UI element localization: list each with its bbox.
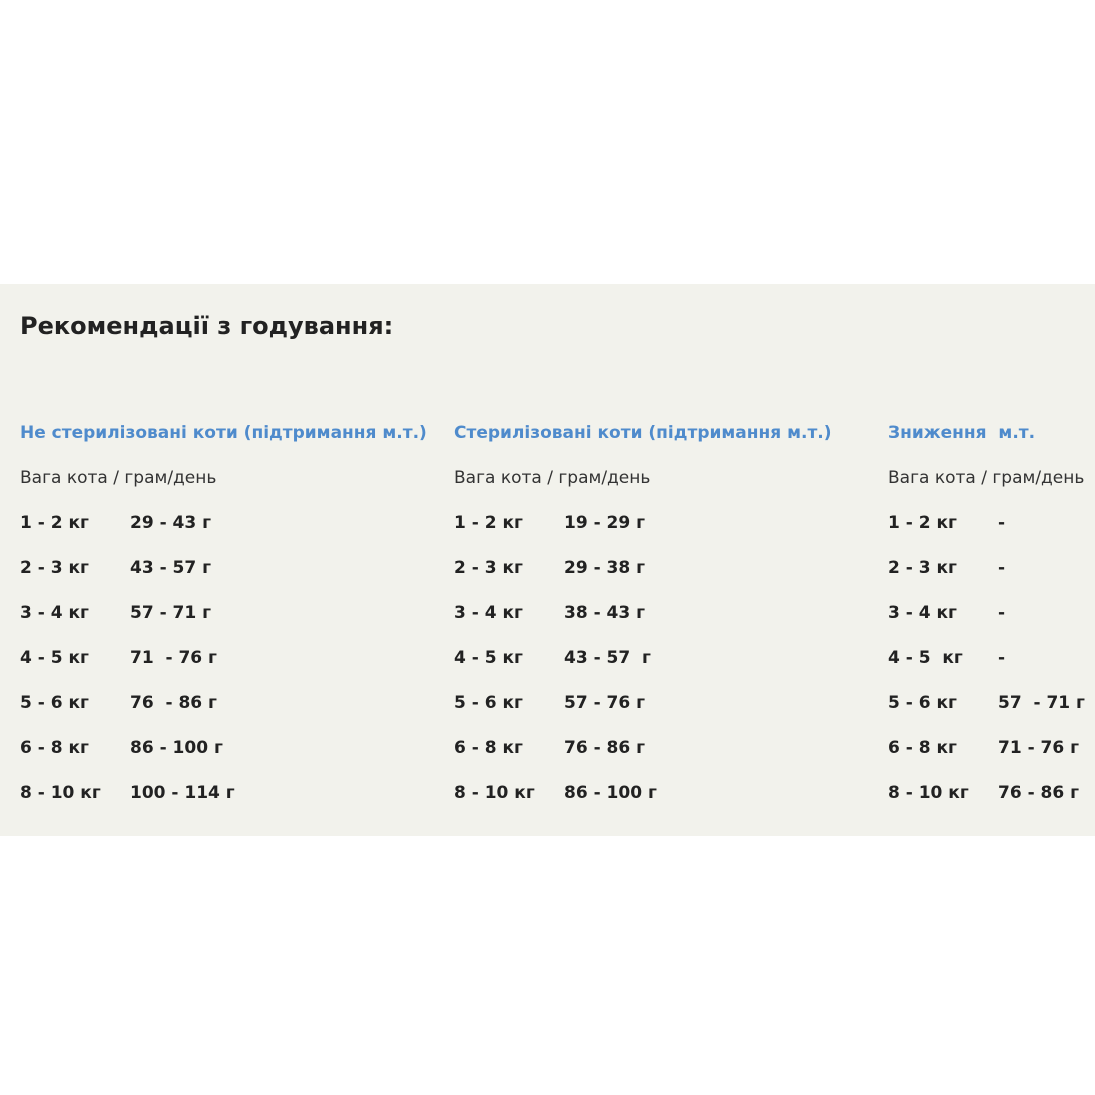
grams-cell: 76 - 86 г <box>998 783 1080 803</box>
column-weight-loss <box>888 420 1088 806</box>
weight-cell: 1 - 2 кг <box>888 513 957 533</box>
weight-cell: 6 - 8 кг <box>20 738 89 758</box>
column-heading: Зниження м.т. <box>888 423 1036 443</box>
weight-cell: 2 - 3 кг <box>20 558 89 578</box>
grams-cell: 57 - 71 г <box>998 693 1085 713</box>
weight-cell: 4 - 5 кг <box>888 648 963 668</box>
weight-cell: 8 - 10 кг <box>20 783 101 803</box>
table-row <box>888 780 1088 806</box>
column-heading: Стерилізовані коти (підтримання м.т.) <box>454 423 832 443</box>
grams-cell: 86 - 100 г <box>564 783 657 803</box>
weight-cell: 4 - 5 кг <box>20 648 89 668</box>
table-row <box>20 645 440 671</box>
column-subheading: Вага кота / грам/день <box>20 468 217 488</box>
grams-cell: 19 - 29 г <box>564 513 646 533</box>
grams-cell: 43 - 57 г <box>130 558 212 578</box>
weight-cell: 2 - 3 кг <box>888 558 957 578</box>
weight-cell: 8 - 10 кг <box>888 783 969 803</box>
table-row <box>454 780 874 806</box>
table-row <box>20 555 440 581</box>
table-row <box>454 600 874 626</box>
grams-cell: 76 - 86 г <box>564 738 646 758</box>
grams-cell: - <box>998 648 1006 668</box>
weight-cell: 2 - 3 кг <box>454 558 523 578</box>
grams-cell: 57 - 76 г <box>564 693 646 713</box>
table-row <box>20 780 440 806</box>
column-subheading: Вага кота / грам/день <box>454 468 651 488</box>
grams-cell: 43 - 57 г <box>564 648 651 668</box>
weight-cell: 4 - 5 кг <box>454 648 523 668</box>
table-row <box>888 600 1088 626</box>
grams-cell: - <box>998 513 1006 533</box>
page-title: Рекомендації з годування: <box>20 312 394 340</box>
weight-cell: 1 - 2 кг <box>454 513 523 533</box>
grams-cell: 29 - 38 г <box>564 558 646 578</box>
table-row <box>888 645 1088 671</box>
table-row <box>454 510 874 536</box>
column-subheading: Вага кота / грам/день <box>888 468 1085 488</box>
grams-cell: 38 - 43 г <box>564 603 646 623</box>
table-row <box>888 690 1088 716</box>
weight-cell: 3 - 4 кг <box>888 603 957 623</box>
grams-cell: 86 - 100 г <box>130 738 223 758</box>
table-row <box>454 690 874 716</box>
weight-cell: 5 - 6 кг <box>454 693 523 713</box>
weight-cell: 8 - 10 кг <box>454 783 535 803</box>
weight-cell: 5 - 6 кг <box>20 693 89 713</box>
table-row <box>20 510 440 536</box>
weight-cell: 3 - 4 кг <box>20 603 89 623</box>
weight-cell: 3 - 4 кг <box>454 603 523 623</box>
grams-cell: 71 - 76 г <box>130 648 217 668</box>
table-row <box>888 735 1088 761</box>
table-row <box>20 600 440 626</box>
table-row <box>454 555 874 581</box>
grams-cell: 29 - 43 г <box>130 513 212 533</box>
grams-cell: 76 - 86 г <box>130 693 217 713</box>
weight-cell: 5 - 6 кг <box>888 693 957 713</box>
grams-cell: 100 - 114 г <box>130 783 235 803</box>
table-row <box>454 645 874 671</box>
table-row <box>888 510 1088 536</box>
feeding-recommendations-panel <box>0 284 1095 836</box>
column-heading: Не стерилізовані коти (підтримання м.т.) <box>20 423 427 443</box>
grams-cell: 71 - 76 г <box>998 738 1080 758</box>
table-row <box>454 735 874 761</box>
column-non-sterilized <box>20 420 440 806</box>
column-sterilized <box>454 420 874 806</box>
grams-cell: 57 - 71 г <box>130 603 212 623</box>
grams-cell: - <box>998 558 1006 578</box>
table-row <box>888 555 1088 581</box>
weight-cell: 1 - 2 кг <box>20 513 89 533</box>
table-row <box>20 690 440 716</box>
table-row <box>20 735 440 761</box>
grams-cell: - <box>998 603 1006 623</box>
weight-cell: 6 - 8 кг <box>454 738 523 758</box>
weight-cell: 6 - 8 кг <box>888 738 957 758</box>
